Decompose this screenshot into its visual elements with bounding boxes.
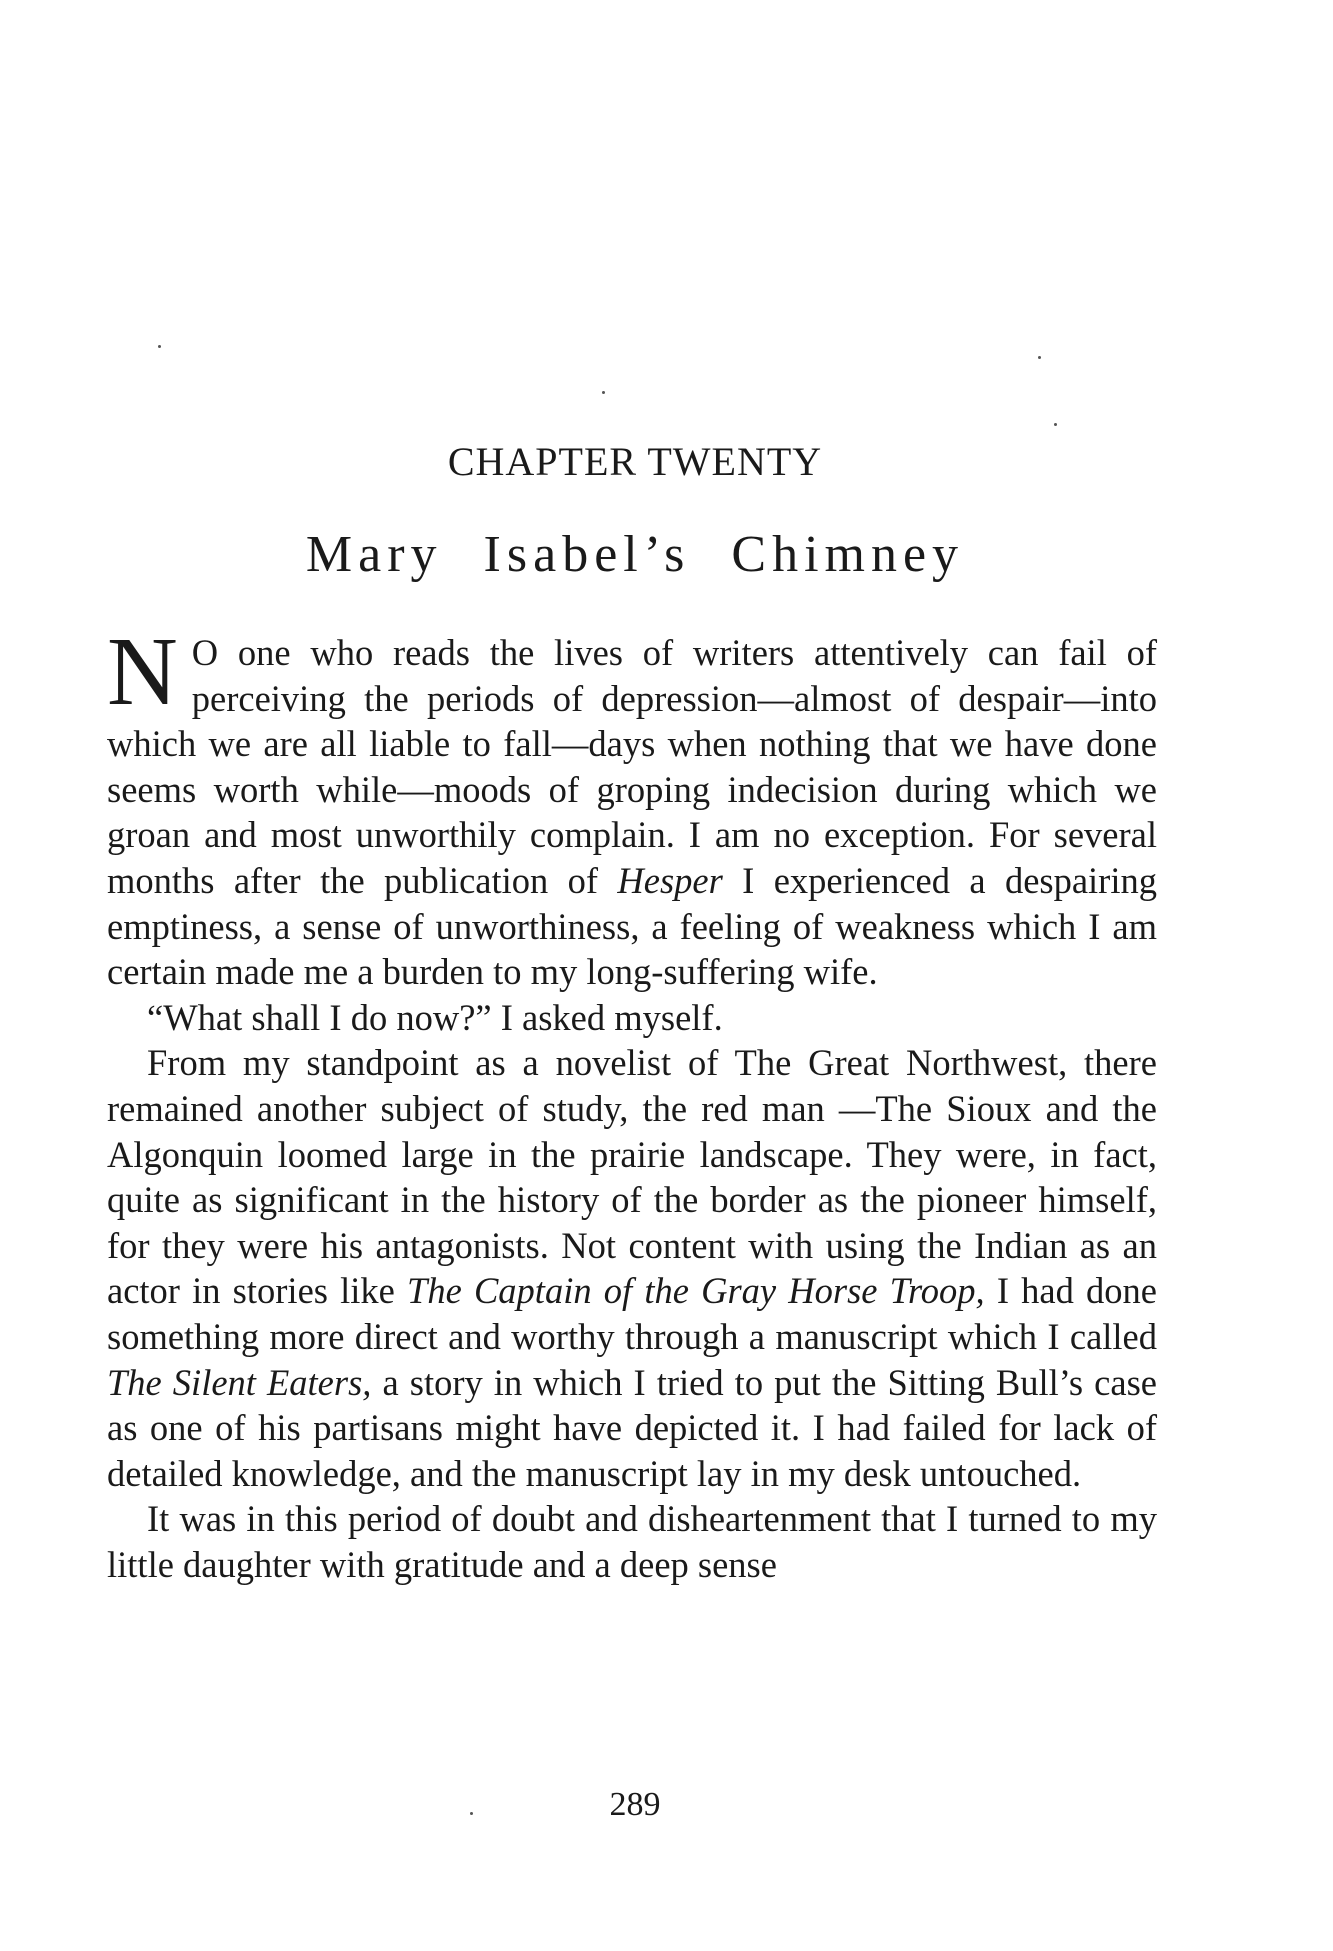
scan-speck — [470, 1812, 473, 1815]
chapter-body — [107, 618, 1157, 1587]
scan-speck — [1038, 356, 1041, 359]
paragraph-3-text-end: a story in which I tried to put the Sitting Bull’s case as one of his partisans might have depicted it. I had failed for lack of detailed knowledge, and the manuscript lay in my desk untouched. — [107, 1361, 1157, 1494]
book-title-hesper: Hesper — [617, 859, 723, 901]
chapter-title: Mary Isabel’s Chimney — [305, 526, 965, 583]
chapter-label: CHAPTER TWENTY — [447, 439, 823, 484]
scan-speck — [602, 391, 605, 394]
page-number: 289 — [609, 1786, 661, 1823]
paragraph-3 — [107, 1040, 1157, 1496]
book-title-captain: The Captain of the Gray Horse Troop, — [407, 1270, 985, 1312]
scan-speck — [158, 345, 161, 348]
scan-speck — [1054, 423, 1057, 426]
paragraph-3-text-mid: I had done something more direct and worthy through a manuscript which I called — [107, 1270, 1157, 1357]
paragraph-3-text: From my standpoint as a novelist of The Great Northwest, there remained another subject of study, the red man —The Sioux and the Algonquin loomed large in the prairie landscape. They were, in fact, quite as significant in the history of the border as the pioneer himself, for they were his antagonists. Not content with using the Indian as an actor in stories like — [107, 1042, 1157, 1312]
paragraph-1-text-end: I experienced a despairing emptiness, a sense of unworthiness, a feeling of weakness which I am certain made me a burden to my long-suffering wife. — [107, 859, 1157, 993]
paragraph-1 — [107, 618, 1157, 995]
book-title-silent-eaters: The Silent Eaters, — [107, 1361, 372, 1403]
paragraph-1-text: O one who reads the lives of writers attentively can fail of perceiving the periods of depression—almost of despair—into which we are all liable to fall—days when nothing that we have done seems worth while—moods of groping indecision during which we groan and most unworthily complain. I am no exception. For several months after the publication of — [107, 632, 1157, 901]
drop-cap: N — [107, 618, 178, 726]
paragraph-4: It was in this period of doubt and disheartenment that I turned to my little daughter with gratitude and a deep sense — [107, 1498, 1157, 1585]
paragraph-2: “What shall I do now?” I asked myself. — [147, 996, 723, 1038]
